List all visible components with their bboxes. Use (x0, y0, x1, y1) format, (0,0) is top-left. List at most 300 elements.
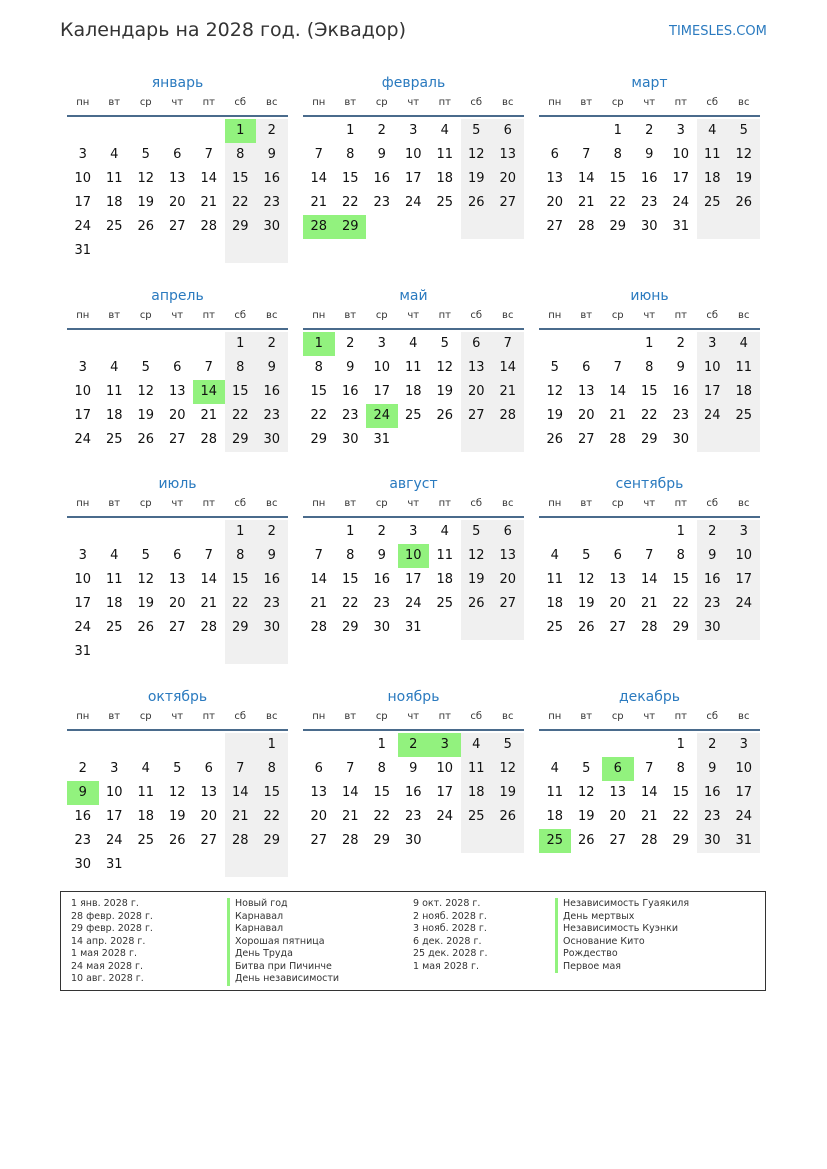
day: 10 (105, 785, 123, 800)
day: 13 (609, 572, 627, 587)
day: 8 (225, 544, 257, 568)
day: 29 (225, 215, 257, 239)
empty-day (492, 215, 524, 239)
day: 19 (137, 195, 155, 210)
day-grid (303, 119, 524, 239)
day: 3 (78, 147, 87, 162)
weekday-label: пн (312, 711, 326, 722)
empty-day (162, 520, 194, 544)
day: 20 (492, 167, 524, 191)
day: 21 (640, 809, 658, 824)
weekday-label: ср (375, 310, 388, 321)
day: 8 (377, 761, 386, 776)
day: 17 (74, 596, 92, 611)
day: 23 (256, 191, 288, 215)
day: 12 (461, 143, 493, 167)
day: 1 (645, 336, 654, 351)
day: 26 (137, 620, 155, 635)
day: 12 (137, 171, 155, 186)
day: 1 (346, 524, 355, 539)
empty-day (728, 428, 760, 452)
day: 28 (609, 432, 627, 447)
day: 9 (377, 548, 386, 563)
empty-day (225, 853, 257, 877)
weekday-label: ср (611, 310, 624, 321)
weekday-label: ср (139, 310, 152, 321)
day: 12 (728, 143, 760, 167)
weekday-label: вт (108, 97, 121, 108)
day: 11 (105, 171, 123, 186)
day: 9 (697, 544, 729, 568)
day: 8 (346, 548, 355, 563)
day: 19 (436, 384, 454, 399)
day: 27 (461, 404, 493, 428)
day: 27 (546, 219, 564, 234)
weekday-header (67, 95, 288, 117)
day: 24 (74, 219, 92, 234)
day: 12 (137, 384, 155, 399)
day: 21 (341, 809, 359, 824)
day: 19 (137, 408, 155, 423)
day: 20 (546, 195, 564, 210)
day: 6 (314, 761, 323, 776)
day: 29 (341, 620, 359, 635)
day: 17 (373, 384, 391, 399)
weekday-label: пт (438, 498, 451, 509)
day: 24 (436, 809, 454, 824)
day: 6 (204, 761, 213, 776)
day: 12 (168, 785, 186, 800)
weekday-label: ср (139, 97, 152, 108)
legend-date: 24 мая 2028 г. (71, 960, 144, 972)
day: 26 (137, 432, 155, 447)
day: 22 (310, 408, 328, 423)
weekday-label: вт (344, 97, 357, 108)
day: 4 (409, 336, 418, 351)
day: 14 (341, 785, 359, 800)
weekday-label: ср (611, 97, 624, 108)
day: 9 (697, 757, 729, 781)
empty-day (602, 332, 634, 356)
day: 20 (310, 809, 328, 824)
empty-day (366, 215, 398, 239)
day: 11 (436, 147, 454, 162)
month-7 (67, 476, 288, 664)
day: 22 (341, 596, 359, 611)
day: 23 (341, 408, 359, 423)
weekday-label: вт (344, 711, 357, 722)
empty-day (429, 829, 461, 853)
month-9 (539, 476, 760, 640)
day: 30 (404, 833, 422, 848)
site-link[interactable]: TIMESLES.COM (669, 24, 767, 39)
day: 26 (436, 408, 454, 423)
day: 21 (225, 805, 257, 829)
day: 8 (225, 143, 257, 167)
day: 7 (314, 147, 323, 162)
day: 15 (256, 781, 288, 805)
day: 8 (613, 147, 622, 162)
empty-day (602, 520, 634, 544)
day: 21 (200, 195, 218, 210)
day: 11 (697, 143, 729, 167)
weekday-label: чт (171, 498, 184, 509)
month-8 (303, 476, 524, 640)
empty-day (130, 332, 162, 356)
day: 10 (74, 384, 92, 399)
weekday-label: сб (706, 97, 719, 108)
holiday-day: 25 (539, 829, 571, 853)
day: 24 (672, 195, 690, 210)
day: 25 (436, 596, 454, 611)
day: 23 (256, 592, 288, 616)
day: 27 (492, 592, 524, 616)
day: 10 (728, 544, 760, 568)
day: 16 (256, 167, 288, 191)
day: 20 (577, 408, 595, 423)
weekday-label: чт (171, 711, 184, 722)
empty-day (571, 332, 603, 356)
day: 13 (461, 356, 493, 380)
day: 13 (168, 171, 186, 186)
day: 28 (200, 620, 218, 635)
empty-day (99, 733, 131, 757)
day-grid (539, 332, 760, 452)
day: 4 (461, 733, 493, 757)
empty-day (130, 733, 162, 757)
day: 29 (225, 616, 257, 640)
weekday-label: пт (202, 711, 215, 722)
day: 17 (105, 809, 123, 824)
day: 31 (74, 644, 92, 659)
day: 19 (728, 167, 760, 191)
day-grid (67, 332, 288, 452)
weekday-label: ср (139, 711, 152, 722)
empty-day (461, 428, 493, 452)
day: 2 (377, 123, 386, 138)
day: 16 (697, 568, 729, 592)
day: 15 (373, 785, 391, 800)
legend-dates-left (71, 898, 153, 986)
day: 26 (461, 191, 493, 215)
empty-day (728, 215, 760, 239)
day: 23 (640, 195, 658, 210)
legend-holiday-name: Карнавал (227, 911, 339, 924)
day: 26 (168, 833, 186, 848)
empty-day (193, 853, 225, 877)
day: 24 (697, 404, 729, 428)
weekday-label: чт (171, 97, 184, 108)
day: 28 (310, 620, 328, 635)
day: 28 (225, 829, 257, 853)
day: 21 (200, 596, 218, 611)
weekday-label: сб (234, 498, 247, 509)
day: 12 (577, 572, 595, 587)
day: 6 (613, 548, 622, 563)
weekday-label: пт (674, 310, 687, 321)
day: 9 (256, 544, 288, 568)
day: 30 (672, 432, 690, 447)
day: 8 (314, 360, 323, 375)
weekday-label: ср (375, 711, 388, 722)
day: 15 (609, 171, 627, 186)
day-grid (67, 733, 288, 877)
legend-date: 25 дек. 2028 г. (413, 948, 488, 959)
day-grid (67, 119, 288, 263)
day: 12 (461, 544, 493, 568)
empty-day (303, 733, 335, 757)
weekday-label: вс (502, 498, 514, 509)
weekday-label: пн (76, 97, 90, 108)
day: 7 (492, 332, 524, 356)
day: 12 (137, 572, 155, 587)
day: 15 (640, 384, 658, 399)
empty-day (67, 520, 99, 544)
day: 17 (404, 171, 422, 186)
day: 17 (672, 171, 690, 186)
day: 30 (256, 428, 288, 452)
day: 27 (168, 432, 186, 447)
day: 9 (256, 143, 288, 167)
weekday-label: вт (108, 711, 121, 722)
empty-day (571, 119, 603, 143)
day: 7 (204, 548, 213, 563)
day: 4 (550, 761, 559, 776)
day: 30 (697, 829, 729, 853)
day: 9 (645, 147, 654, 162)
day: 17 (74, 195, 92, 210)
weekday-label: вт (580, 498, 593, 509)
legend-date: 2 нояб. 2028 г. (413, 910, 487, 922)
day: 25 (697, 191, 729, 215)
empty-day (492, 428, 524, 452)
day: 7 (645, 761, 654, 776)
month-name: май (399, 288, 428, 304)
weekday-label: пт (202, 310, 215, 321)
day: 31 (404, 620, 422, 635)
day: 25 (105, 432, 123, 447)
day: 1 (377, 737, 386, 752)
empty-day (67, 733, 99, 757)
day: 8 (676, 548, 685, 563)
day: 16 (256, 380, 288, 404)
empty-day (130, 640, 162, 664)
day: 18 (461, 781, 493, 805)
legend-names-left (227, 898, 339, 986)
weekday-label: чт (407, 711, 420, 722)
day: 24 (728, 592, 760, 616)
empty-day (461, 829, 493, 853)
day: 22 (609, 195, 627, 210)
day: 23 (256, 404, 288, 428)
day: 30 (341, 432, 359, 447)
month-name: июль (158, 476, 197, 492)
day: 14 (225, 781, 257, 805)
day: 19 (577, 596, 595, 611)
day: 28 (200, 432, 218, 447)
day: 26 (577, 620, 595, 635)
day: 3 (110, 761, 119, 776)
day: 26 (577, 833, 595, 848)
day: 14 (577, 171, 595, 186)
empty-day (429, 215, 461, 239)
day-grid (539, 733, 760, 853)
day: 23 (697, 592, 729, 616)
empty-day (303, 119, 335, 143)
day: 15 (672, 572, 690, 587)
weekday-label: пн (548, 310, 562, 321)
day: 6 (492, 520, 524, 544)
weekday-label: сб (706, 711, 719, 722)
weekday-label: пн (548, 711, 562, 722)
empty-day (67, 119, 99, 143)
day: 10 (672, 147, 690, 162)
day: 23 (404, 809, 422, 824)
day: 3 (409, 123, 418, 138)
legend-holiday-name: Битва при Пичинче (227, 961, 339, 974)
day: 24 (74, 432, 92, 447)
day: 13 (609, 785, 627, 800)
month-name: октябрь (147, 689, 208, 705)
day: 31 (74, 243, 92, 258)
day: 3 (697, 332, 729, 356)
day: 30 (373, 620, 391, 635)
day: 29 (310, 432, 328, 447)
weekday-label: чт (407, 498, 420, 509)
day: 29 (672, 620, 690, 635)
day: 25 (728, 404, 760, 428)
empty-day (697, 215, 729, 239)
day: 15 (225, 167, 257, 191)
day: 30 (256, 616, 288, 640)
day: 10 (697, 356, 729, 380)
empty-day (429, 428, 461, 452)
day-grid (539, 119, 760, 239)
day: 4 (440, 524, 449, 539)
day: 7 (645, 548, 654, 563)
legend-holiday-name: Новый год (227, 898, 339, 911)
legend-date: 10 авг. 2028 г. (71, 973, 144, 984)
day: 24 (105, 833, 123, 848)
day: 20 (609, 809, 627, 824)
day: 18 (728, 380, 760, 404)
holiday-legend (60, 891, 766, 991)
day: 11 (546, 572, 564, 587)
weekday-header (303, 95, 524, 117)
day: 23 (373, 195, 391, 210)
empty-day (429, 616, 461, 640)
day: 19 (577, 809, 595, 824)
day: 15 (310, 384, 328, 399)
weekday-label: сб (706, 310, 719, 321)
day: 9 (409, 761, 418, 776)
day: 22 (373, 809, 391, 824)
empty-day (634, 733, 666, 757)
legend-names-right (555, 898, 689, 973)
day: 3 (78, 360, 87, 375)
day: 15 (225, 380, 257, 404)
holiday-day: 1 (225, 119, 257, 143)
month-10 (67, 689, 288, 877)
day: 12 (577, 785, 595, 800)
day-grid (303, 332, 524, 452)
weekday-label: сб (470, 711, 483, 722)
day: 29 (373, 833, 391, 848)
day: 16 (404, 785, 422, 800)
day: 17 (404, 572, 422, 587)
day: 20 (492, 568, 524, 592)
legend-holiday-name: Независимость Гуаякиля (555, 898, 689, 911)
month-2 (303, 75, 524, 239)
weekday-label: сб (706, 498, 719, 509)
weekday-label: ср (375, 498, 388, 509)
month-name: сентябрь (615, 476, 684, 492)
weekday-label: ср (611, 498, 624, 509)
weekday-label: сб (234, 711, 247, 722)
weekday-label: вс (266, 711, 278, 722)
day: 19 (492, 781, 524, 805)
day: 13 (310, 785, 328, 800)
day: 7 (582, 147, 591, 162)
day: 31 (105, 857, 123, 872)
day: 2 (256, 119, 288, 143)
empty-day (539, 332, 571, 356)
weekday-label: пн (312, 498, 326, 509)
day: 7 (204, 147, 213, 162)
day: 14 (609, 384, 627, 399)
day: 7 (314, 548, 323, 563)
empty-day (398, 215, 430, 239)
day: 30 (640, 219, 658, 234)
day: 2 (697, 733, 729, 757)
day: 25 (436, 195, 454, 210)
day: 21 (200, 408, 218, 423)
day: 15 (341, 572, 359, 587)
empty-day (130, 520, 162, 544)
weekday-label: ср (611, 711, 624, 722)
day: 5 (440, 336, 449, 351)
day: 25 (546, 620, 564, 635)
day: 15 (341, 171, 359, 186)
day: 5 (141, 147, 150, 162)
empty-day (162, 733, 194, 757)
day: 20 (168, 408, 186, 423)
day: 8 (346, 147, 355, 162)
day: 1 (225, 332, 257, 356)
weekday-label: сб (234, 310, 247, 321)
day: 21 (310, 195, 328, 210)
day: 28 (577, 219, 595, 234)
legend-holiday-name: Основание Кито (555, 936, 689, 949)
day: 21 (577, 195, 595, 210)
day: 18 (546, 596, 564, 611)
day: 10 (373, 360, 391, 375)
day: 26 (492, 805, 524, 829)
month-name: январь (151, 75, 204, 91)
day: 28 (200, 219, 218, 234)
day: 20 (168, 195, 186, 210)
weekday-header (67, 709, 288, 731)
legend-date: 9 окт. 2028 г. (413, 898, 481, 909)
empty-day (162, 239, 194, 263)
weekday-label: чт (643, 711, 656, 722)
weekday-label: вт (580, 711, 593, 722)
day: 16 (74, 809, 92, 824)
day: 28 (341, 833, 359, 848)
empty-day (193, 119, 225, 143)
day: 9 (377, 147, 386, 162)
day: 13 (492, 544, 524, 568)
